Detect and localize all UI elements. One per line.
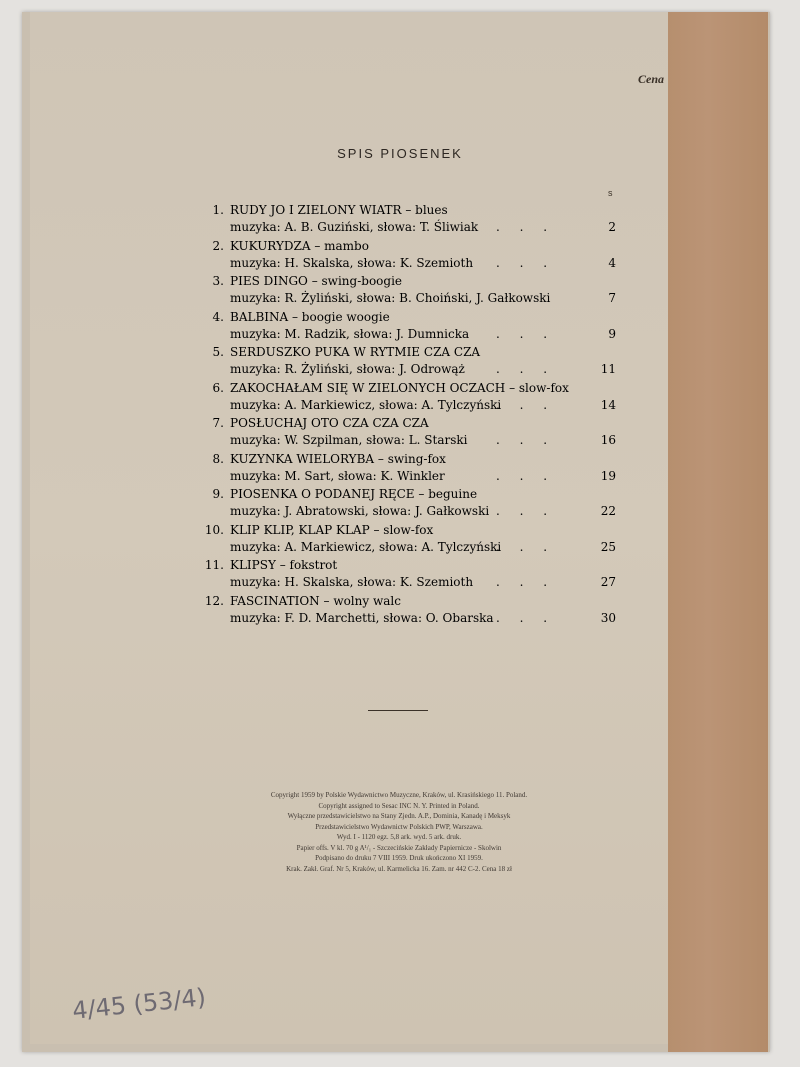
- song-number: 11.: [204, 558, 224, 572]
- song-title: PIES DINGO – swing-boogie: [230, 274, 403, 288]
- dot-leader: . . .: [496, 397, 556, 412]
- song-credit: muzyka: R. Żyliński, słowa: B. Choiński, J. Gałkowski: [230, 291, 551, 305]
- song-credit: muzyka: H. Skalska, słowa: K. Szemioth: [230, 575, 474, 589]
- imprint-line: Copyright assigned to Sesac INC N. Y. Printed in Poland.: [318, 801, 480, 810]
- song-number: 8.: [212, 451, 224, 466]
- song-page-number: 14: [600, 397, 616, 412]
- song-entry: [196, 522, 616, 556]
- page-column-header: s: [608, 188, 613, 198]
- song-title: FASCINATION – wolny walc: [230, 593, 401, 608]
- song-title: PIOSENKA O PODANEJ RĘCE – beguine: [230, 487, 478, 501]
- song-entry: [196, 593, 616, 627]
- song-number: 7.: [212, 416, 224, 430]
- song-number: 4.: [212, 309, 224, 324]
- dot-leader: . . .: [496, 362, 556, 376]
- dot-leader: . . .: [496, 326, 556, 341]
- song-page-number: 4: [608, 255, 616, 270]
- song-title: KLIP KLIP, KLAP KLAP – slow-fox: [230, 522, 434, 537]
- imprint-line: Copyright 1959 by Polskie Wydawnictwo Muzyczne, Kraków, ul. Krasińskiego 11. Poland.: [270, 791, 528, 799]
- song-title: SERDUSZKO PUKA W RYTMIE CZA CZA: [230, 345, 481, 359]
- song-title: POSŁUCHAJ OTO CZA CZA CZA: [230, 416, 429, 430]
- page-title: SPIS PIOSENEK: [337, 146, 463, 161]
- pencil-annotation: 4/45 (53/4): [70, 983, 208, 1025]
- song-credit: muzyka: M. Sart, słowa: K. Winkler: [230, 468, 445, 483]
- song-entry: [196, 344, 616, 378]
- dot-leader: . . .: [496, 468, 556, 483]
- song-page-number: 30: [600, 610, 616, 625]
- song-number: 9.: [212, 487, 224, 501]
- imprint-line: Wyłączne przedstawicielstwo na Stany Zjedn. A.P., Dominia, Kanadę i Meksyk: [287, 812, 511, 820]
- song-title: RUDY JO I ZIELONY WIATR – blues: [230, 203, 448, 217]
- song-title: ZAKOCHAŁAM SIĘ W ZIELONYCH OCZACH – slow-fox: [230, 380, 569, 395]
- imprint-line: Przedstawicielstwo Wydawnictw Polskich PWP, Warszawa.: [315, 822, 483, 831]
- song-entry: [196, 273, 616, 307]
- imprint-line: Wyd. I - 1120 egz. 5,8 ark. wyd. 5 ark. druk.: [336, 833, 462, 841]
- song-page-number: 9: [608, 326, 616, 341]
- song-credit: muzyka: H. Skalska, słowa: K. Szemioth: [230, 255, 474, 270]
- song-credit: muzyka: J. Abratowski, słowa: J. Gałkowski: [230, 504, 490, 518]
- song-entry: [196, 380, 616, 414]
- spine-tape: [668, 12, 768, 1052]
- imprint-line: Podpisano do druku 7 VIII 1959. Druk ukończono XI 1959.: [315, 854, 483, 862]
- song-entry: [196, 202, 616, 236]
- song-entry: [196, 486, 616, 520]
- song-credit: muzyka: R. Żyliński, słowa: J. Odrowąż: [230, 362, 465, 376]
- dot-leader: . . .: [496, 575, 556, 589]
- song-title: KUZYNKA WIELORYBA – swing-fox: [230, 451, 446, 466]
- song-number: 1.: [212, 203, 224, 217]
- song-entry: [196, 415, 616, 449]
- divider-rule: [368, 710, 428, 711]
- song-credit: muzyka: A. B. Guziński, słowa: T. Śliwiak: [230, 220, 479, 234]
- dot-leader: . . .: [496, 433, 556, 447]
- song-number: 2.: [212, 238, 224, 253]
- song-page-number: 2: [608, 220, 616, 234]
- song-page-number: 19: [600, 468, 616, 483]
- song-number: 6.: [212, 380, 224, 395]
- song-entry: [196, 238, 616, 272]
- song-title: KUKURYDZA – mambo: [230, 238, 369, 253]
- song-credit: muzyka: F. D. Marchetti, słowa: O. Obarska: [230, 610, 494, 625]
- imprint-block: [224, 790, 574, 874]
- dot-leader: . . .: [496, 220, 556, 234]
- song-number: 3.: [212, 274, 224, 288]
- imprint-line: Krak. Zakł. Graf. Nr 5, Kraków, ul. Karmelicka 16. Zam. nr 442 C-2. Cena 18 zł: [286, 864, 512, 873]
- song-page-number: 25: [600, 539, 616, 554]
- song-page-number: 11: [600, 362, 616, 376]
- song-number: 5.: [212, 345, 224, 359]
- song-page-number: 27: [600, 575, 616, 589]
- dot-leader: . . .: [496, 610, 556, 625]
- dot-leader: . . .: [496, 255, 556, 270]
- song-credit: muzyka: A. Markiewicz, słowa: A. Tylczyński: [230, 397, 502, 412]
- imprint-line: Papier offs. V kl. 70 g A¹/₁ - Szczecińskie Zakłady Papiernicze - Skolwin: [296, 843, 502, 852]
- song-page-number: 16: [600, 433, 616, 447]
- song-credit: muzyka: W. Szpilman, słowa: L. Starski: [230, 433, 468, 447]
- dot-leader: . . .: [496, 539, 556, 554]
- song-page-number: 22: [600, 504, 616, 518]
- song-entry: [196, 309, 616, 343]
- song-entry: [196, 451, 616, 485]
- song-number: 12.: [204, 593, 224, 608]
- song-title: KLIPSY – fokstrot: [230, 558, 338, 572]
- song-entry: [196, 557, 616, 591]
- song-number: 10.: [204, 522, 224, 537]
- song-title: BALBINA – boogie woogie: [230, 309, 390, 324]
- song-credit: muzyka: M. Radzik, słowa: J. Dumnicka: [230, 326, 470, 341]
- price-label: Cena: [638, 72, 665, 86]
- song-credit: muzyka: A. Markiewicz, słowa: A. Tylczyński: [230, 539, 502, 554]
- dot-leader: . . .: [496, 504, 556, 518]
- song-page-number: 7: [608, 291, 616, 305]
